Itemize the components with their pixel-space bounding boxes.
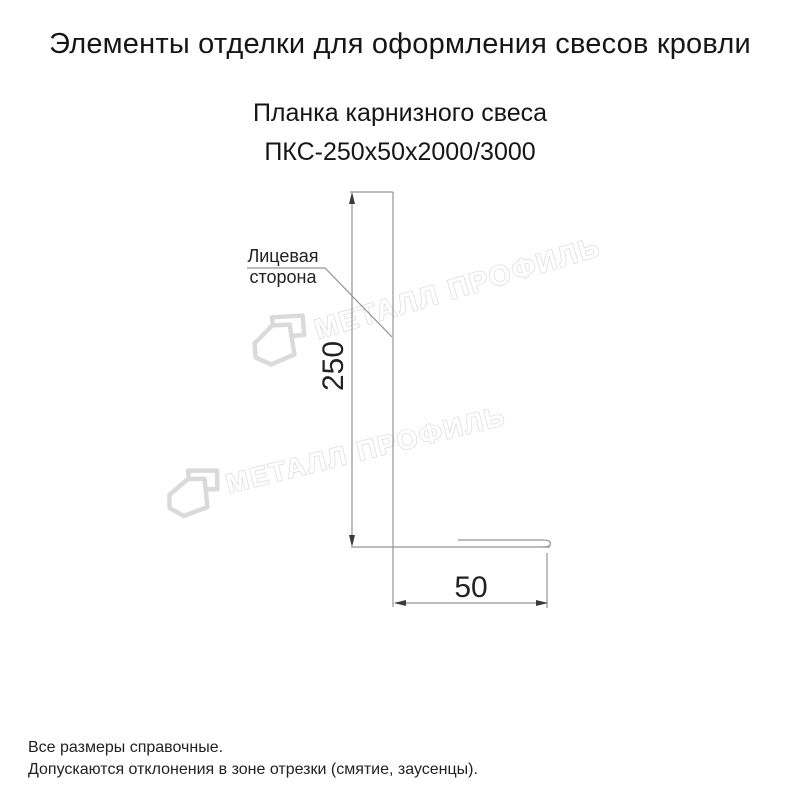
watermark-brand-text: МЕТАЛЛ ПРОФИЛЬ (223, 400, 510, 500)
arrow-up-icon (349, 192, 355, 204)
footnotes (28, 737, 478, 781)
footnote-line2: Допускаются отклонения в зоне отрезки (смятие, заусенцы). (28, 761, 478, 778)
face-side-label-line1: Лицевая (247, 246, 319, 266)
product-code: ПКС-250х50х2000/3000 (264, 138, 536, 166)
arrow-down-icon (349, 535, 355, 547)
footnote-line1: Все размеры справочные. (28, 739, 224, 756)
face-side-label (243, 246, 323, 288)
watermark-brand-text: МЕТАЛЛ ПРОФИЛЬ (310, 230, 605, 345)
face-side-label-line2: сторона (249, 267, 317, 287)
profile-hem-fold (458, 540, 551, 547)
page-title: Элементы отделки для оформления свесов кровли (49, 28, 751, 60)
arrow-left-icon (394, 600, 406, 606)
product-subtitle: Планка карнизного свеса (252, 99, 548, 127)
height-dimension-label: 250 (317, 340, 350, 392)
width-dimension-label: 50 (454, 571, 488, 604)
arrow-right-icon (536, 600, 548, 606)
